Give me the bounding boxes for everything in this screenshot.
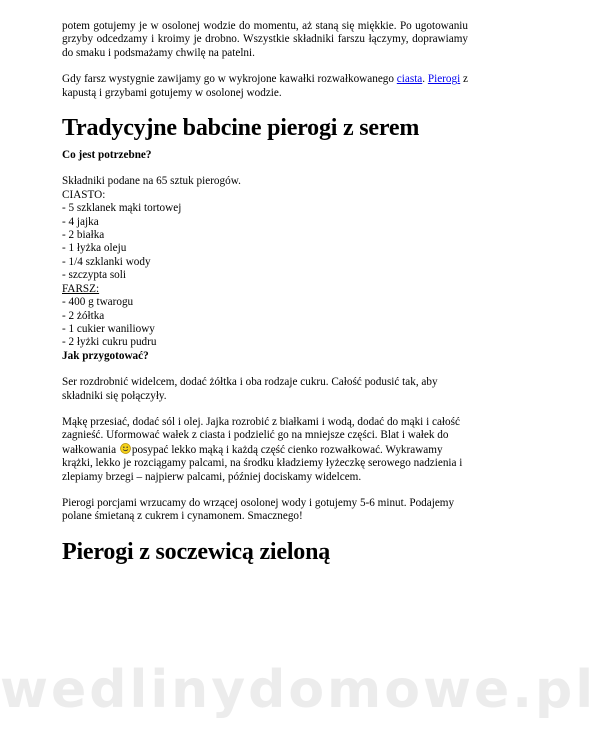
how-heading: Jak przygotować? (62, 349, 149, 362)
dough-list (62, 202, 468, 282)
intro-paragraph (62, 20, 468, 60)
intro-text-2: Gdy farsz wystygnie zawijamy go w wykrojone kawałki rozwałkowanego (62, 73, 397, 86)
filling-label: FARSZ: (62, 282, 100, 295)
step-2-text-b: posypać lekko mąką i każdą część cienko rozwałkować. Wykrawamy krążki, lekko je rozciągamy palcami, na środku kładziemy łyżeczkę serowego nadzienia i zlepiamy brzegi – najpierw palcami, później dociskamy widelcem. (62, 443, 463, 483)
step-2-text-a: Mąkę przesiać, dodać sól i olej. Jajka rozrobić z białkami i wodą, dodać do mąki i całość zagnieść. Uformować wałek z ciasta i podzielić go na mniejsze części. Blat i wałek do wałkowania (62, 415, 460, 456)
list-item: - 1/4 szklanki wody (62, 255, 151, 268)
filling-list (62, 296, 468, 350)
watermark-logo: wedlinydomowe.pl (0, 660, 596, 720)
step-2-paragraph (62, 416, 468, 484)
list-item: - 2 żółtka (62, 309, 105, 322)
dough-label: CIASTO: (62, 188, 106, 201)
needed-heading: Co jest potrzebne? (62, 149, 152, 162)
list-item: - 1 łyżka oleju (62, 242, 127, 255)
intro-sep: . (422, 73, 428, 86)
list-item: - 400 g twarogu (62, 296, 134, 309)
ciasta-link[interactable]: ciasta (396, 73, 423, 86)
list-item: - 5 szklanek mąki tortowej (62, 202, 182, 215)
intro-text-3: z kapustą i grzybami gotujemy w osolonej wodzie. (62, 73, 469, 99)
step-1-paragraph: Ser rozdrobnić widelcem, dodać żółtka i oba rodzaje cukru. Całość podusić tak, aby składniki się połączyły. (62, 376, 438, 402)
list-item: - szczypta soli (62, 269, 126, 282)
portion-note: Składniki podane na 65 sztuk pierogów. (62, 175, 241, 188)
list-item: - 2 białka (62, 229, 105, 242)
document-body (62, 20, 468, 566)
intro-text: potem gotujemy je w osolonej wodzie do momentu, aż staną się miękkie. Po ugotowaniu grzyby odcedzamy i kroimy je drobno. Wszystkie składniki farszu łączymy, doprawiamy do smaku i podsmażamy chwilę na patelni. (62, 20, 468, 59)
pierogi-link[interactable]: Pierogi (427, 73, 461, 86)
step-3-paragraph: Pierogi porcjami wrzucamy do wrzącej osolonej wody i gotujemy 5-6 minut. Podajemy polane śmietaną z cukrem i cynamonem. Smacznego! (62, 496, 455, 523)
section-title-soczewica: Pierogi z soczewicą zieloną (62, 538, 331, 565)
list-item: - 1 cukier waniliowy (62, 322, 155, 335)
intro-paragraph-2 (62, 73, 468, 100)
section-title-babcine: Tradycyjne babcine pierogi z serem (62, 115, 420, 142)
list-item: - 4 jajka (62, 215, 99, 228)
smiley-emoticon-icon (120, 443, 131, 454)
list-item: - 2 łyżki cukru pudru (62, 336, 157, 349)
